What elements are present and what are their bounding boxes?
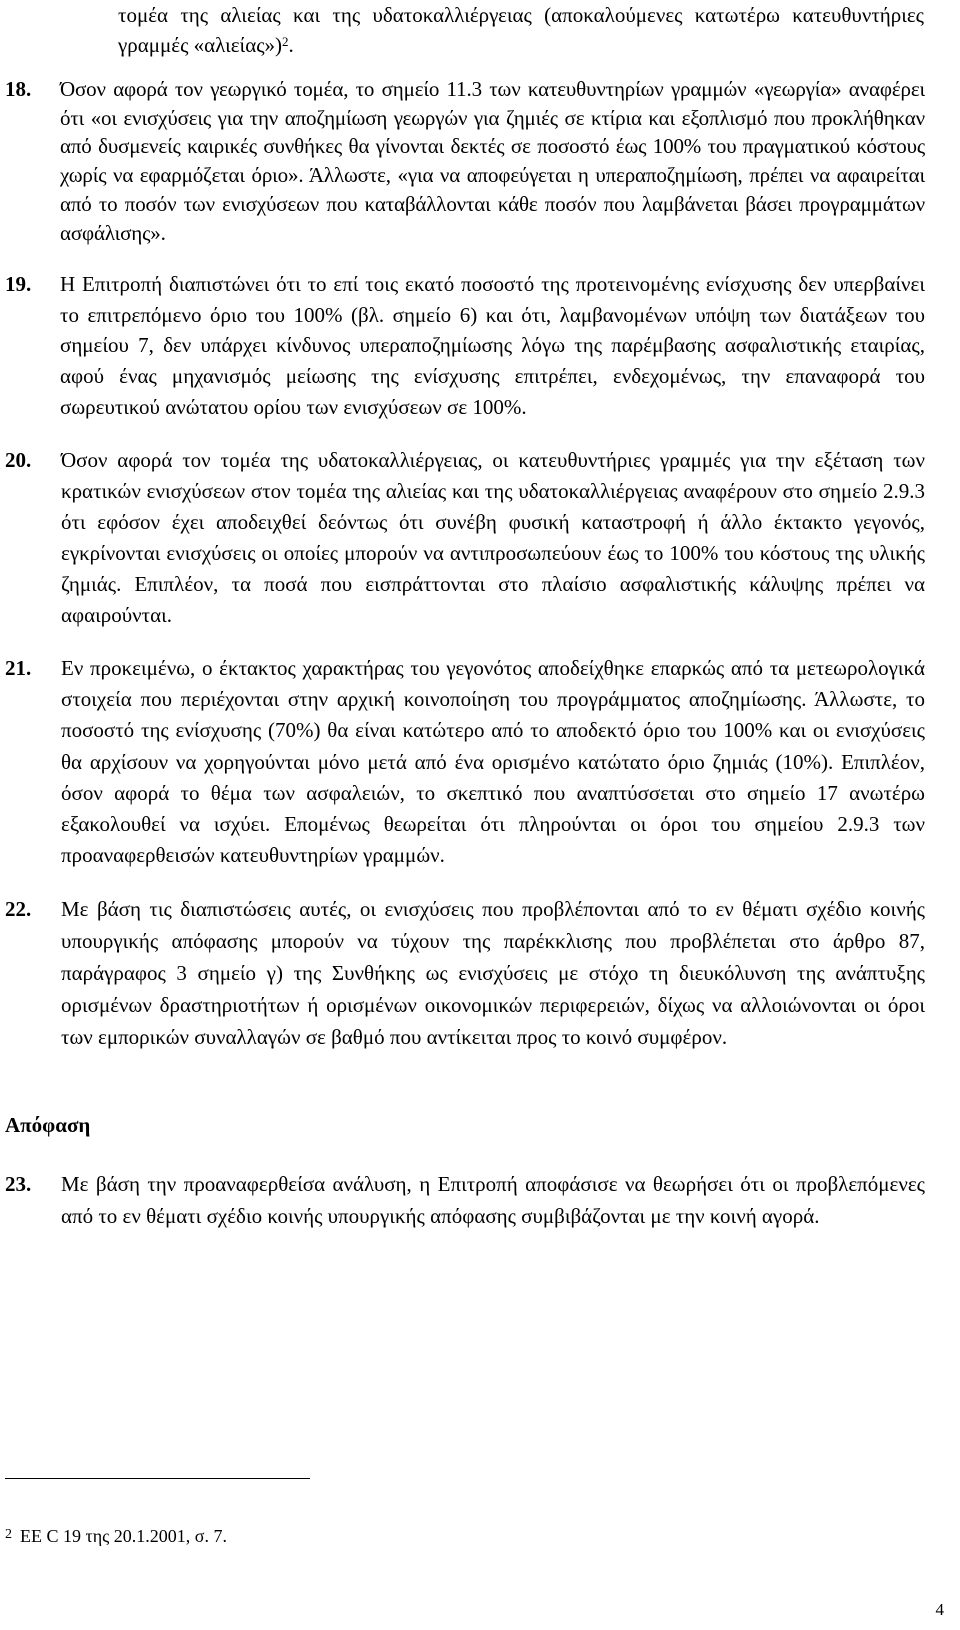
paragraph-number: 18. [5, 77, 32, 101]
footnote-text: ΕΕ C 19 της 20.1.2001, σ. 7. [20, 1526, 227, 1546]
continuation-text [118, 0, 924, 60]
footnote-separator [5, 1478, 310, 1479]
paragraph-22 [5, 893, 925, 1053]
paragraph-number: 20. [5, 448, 32, 472]
paragraph-23 [5, 1168, 925, 1232]
paragraph-number: 23. [5, 1172, 32, 1196]
paragraph-number: 22. [5, 897, 32, 921]
paragraph-number: 21. [5, 656, 32, 680]
paragraph-text: Όσον αφορά τον τομέα της υδατοκαλλιέργειας, οι κατευθυντήριες γραμμές για την εξέταση των κρατικών ενισχύσεων στον τομέα της αλιείας και της υδατοκαλλιέργειας αναφέρουν στο σημείο 2.9.3 ότι εφόσον έχει αποδειχθεί δεόντως ότι συνέβη φυσική καταστροφή ή άλλο έκτακτο γεγονός, εγκρίνονται ενισχύσεις οι οποίες μπορούν να αντιπροσωπεύουν έως το 100% του κόστους της υλικής ζημιάς. Επιπλέον, τα ποσά που εισπράττονται στο πλαίσιο ασφαλιστικής κάλυψης πρέπει να αφαιρούνται. [61, 448, 925, 627]
page-number: 4 [935, 1600, 944, 1619]
section-heading: Απόφαση [5, 1113, 91, 1137]
paragraph-number: 19. [5, 272, 32, 296]
paragraph-text: Εν προκειμένω, ο έκτακτος χαρακτήρας του γεγονότος αποδείχθηκε επαρκώς από τα μετεωρολογικά στοιχεία που περιέχονται στην αρχική κοινοποίηση του προγράμματος αποζημίωσης. Άλλωστε, το ποσοστό της ενίσχυσης (70%) θα είναι κατώτερο από το αποδεκτό όριο του 100% και οι ενισχύσεις θα αρχίσουν να χορηγούνται μόνο μετά από ένα ορισμένο κατώτατο όριο ζημιάς (10%). Επιπλέον, όσον αφορά το θέμα των ασφαλειών, το σκεπτικό που αναπτύσσεται στο σημείο 17 ανωτέρω εξακολουθεί να ισχύει. Επομένως θεωρείται ότι πληρούνται οι όροι του σημείου 2.9.3 των προαναφερθεισών κατευθυντηρίων γραμμών. [61, 656, 925, 868]
paragraph-text: Η Επιτροπή διαπιστώνει ότι το επί τοις εκατό ποσοστό της προτεινομένης ενίσχυσης δεν υπερβαίνει το επιτρεπόμενο όριο του 100% (βλ. σημείο 6) και ότι, λαμβανομένων υπόψη των διατάξεων του σημείου 7, δεν υπάρχει κίνδυνος υπεραποζημίωσης λόγω της παρέμβασης ασφαλιστικής εταιρίας, αφού ένας μηχανισμός μείωσης της ενίσχυσης επιτρέπει, ενδεχομένως, την επαναφορά του σωρευτικού ανώτατου ορίου των ενισχύσεων σε 100%. [60, 272, 925, 419]
paragraph-18 [5, 75, 925, 247]
continuation-end: . [288, 33, 294, 57]
paragraph-19 [5, 269, 925, 423]
paragraph-text: Με βάση τις διαπιστώσεις αυτές, οι ενισχύσεις που προβλέπονται από το εν θέματι σχέδιο κοινής υπουργικής απόφασης μπορούν να τύχουν της παρέκκλισης που προβλέπεται στο άρθρο 87, παράγραφος 3 σημείο γ) της Συνθήκης ως ενισχύσεις με στόχο τη διευκόλυνση της ανάπτυξης ορισμένων δραστηριοτήτων ή ορισμένων οικονομικών περιφερειών, δίχως να αλλοιώνονται οι όροι των εμπορικών συναλλαγών σε βαθμό που αντίκειται προς το κοινό συμφέρον. [61, 897, 925, 1049]
paragraph-text: Όσον αφορά τον γεωργικό τομέα, το σημείο 11.3 των κατευθυντηρίων γραμμών «γεωργία» αναφέρει ότι «οι ενισχύσεις για την αποζημίωση γεωργών για ζημιές σε κτίρια και εξοπλισμό που προκλήθηκαν από δυσμενείς καιρικές συνθήκες θα γίνονται δεκτές σε ποσοστό έως 100% του πραγματικού κόστους χωρίς να εφαρμόζεται όριο». Άλλωστε, «για να αποφεύγεται η υπεραποζημίωση, πρέπει να αφαιρείται από το ποσόν των ενισχύσεων που καταβάλλονται κάθε ποσόν που λαμβάνεται βάσει προγραμμάτων ασφάλισης». [60, 77, 925, 245]
continuation-body: τομέα της αλιείας και της υδατοκαλλιέργειας (αποκαλούμενες κατωτέρω κατευθυντήριες γραμμές «αλιείας») [118, 3, 924, 57]
paragraph-text: Με βάση την προαναφερθείσα ανάλυση, η Επιτροπή αποφάσισε να θεωρήσει ότι οι προβλεπόμενες από το εν θέματι σχέδιο κοινής υπουργικής απόφασης συμβιβάζονται με την κοινή αγορά. [61, 1172, 925, 1228]
footnote-reference[interactable]: 2 [282, 34, 289, 49]
paragraph-21 [5, 653, 925, 871]
footnote [5, 1526, 227, 1547]
footnote-mark: 2 [5, 1527, 12, 1542]
paragraph-20 [5, 445, 925, 631]
